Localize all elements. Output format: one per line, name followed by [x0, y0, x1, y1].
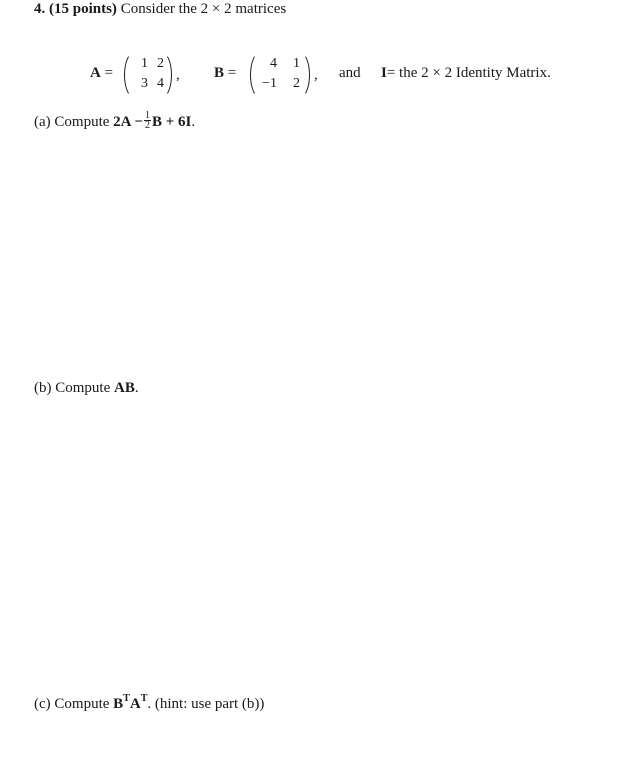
matrix-b-comma: , — [314, 67, 318, 83]
matrix-b-label: B — [214, 65, 225, 81]
part-b-prefix: (b) Compute — [34, 380, 111, 396]
matrix-a-equals: = — [104, 65, 114, 81]
part-a-frac-den: 2 — [144, 120, 150, 131]
part-a-fraction — [144, 111, 151, 130]
part-a-expr-2: B + 6I — [151, 113, 192, 130]
matrix-b-definition — [214, 65, 236, 82]
part-a — [34, 110, 196, 132]
matrix-a-cell-12: 2 — [157, 56, 164, 71]
problem-points: (15 points) — [49, 1, 117, 17]
part-c-transpose-1: T — [123, 693, 130, 704]
part-a-prefix: (a) Compute — [34, 113, 110, 130]
matrix-b-right-paren — [300, 52, 310, 98]
part-c-expr-a: A — [129, 696, 141, 712]
part-a-expr-1: 2A − — [113, 113, 143, 130]
matrix-b-cell-22: 2 — [293, 76, 300, 91]
part-c-hint: (hint: use part (b)) — [154, 696, 265, 712]
matrix-b-cell-21: −1 — [262, 76, 277, 91]
part-b-suffix: . — [134, 380, 139, 396]
matrix-a-definition — [90, 65, 113, 82]
matrix-b-cell-11: 4 — [270, 56, 277, 71]
problem-header — [34, 1, 286, 18]
matrix-a-cell-21: 3 — [141, 76, 148, 91]
matrix-b — [250, 52, 310, 98]
part-b — [34, 380, 139, 397]
matrix-a-comma: , — [176, 67, 180, 83]
matrix-a — [124, 52, 172, 98]
identity-definition — [381, 65, 551, 82]
part-c-transpose-2: T — [140, 693, 148, 704]
part-a-frac-num: 1 — [144, 110, 150, 121]
problem-number: 4. — [34, 1, 46, 17]
problem-intro: Consider the 2 × 2 matrices — [120, 1, 287, 17]
matrix-a-label: A — [90, 65, 101, 81]
identity-label: I — [381, 65, 387, 81]
identity-text: = the 2 × 2 Identity Matrix. — [386, 65, 551, 81]
matrix-b-equals: = — [227, 65, 237, 81]
matrix-a-right-paren — [162, 52, 172, 98]
part-b-expr: AB — [114, 380, 135, 396]
part-c-suffix: . — [147, 696, 152, 712]
and-text: and — [339, 65, 361, 81]
part-c-expr-b: B — [113, 696, 124, 712]
part-a-suffix: . — [191, 113, 196, 130]
matrix-a-cell-11: 1 — [141, 56, 148, 71]
matrix-b-cell-12: 1 — [293, 56, 300, 71]
matrix-a-cell-22: 4 — [157, 76, 164, 91]
part-c — [34, 694, 264, 713]
part-c-prefix: (c) Compute — [34, 696, 110, 712]
